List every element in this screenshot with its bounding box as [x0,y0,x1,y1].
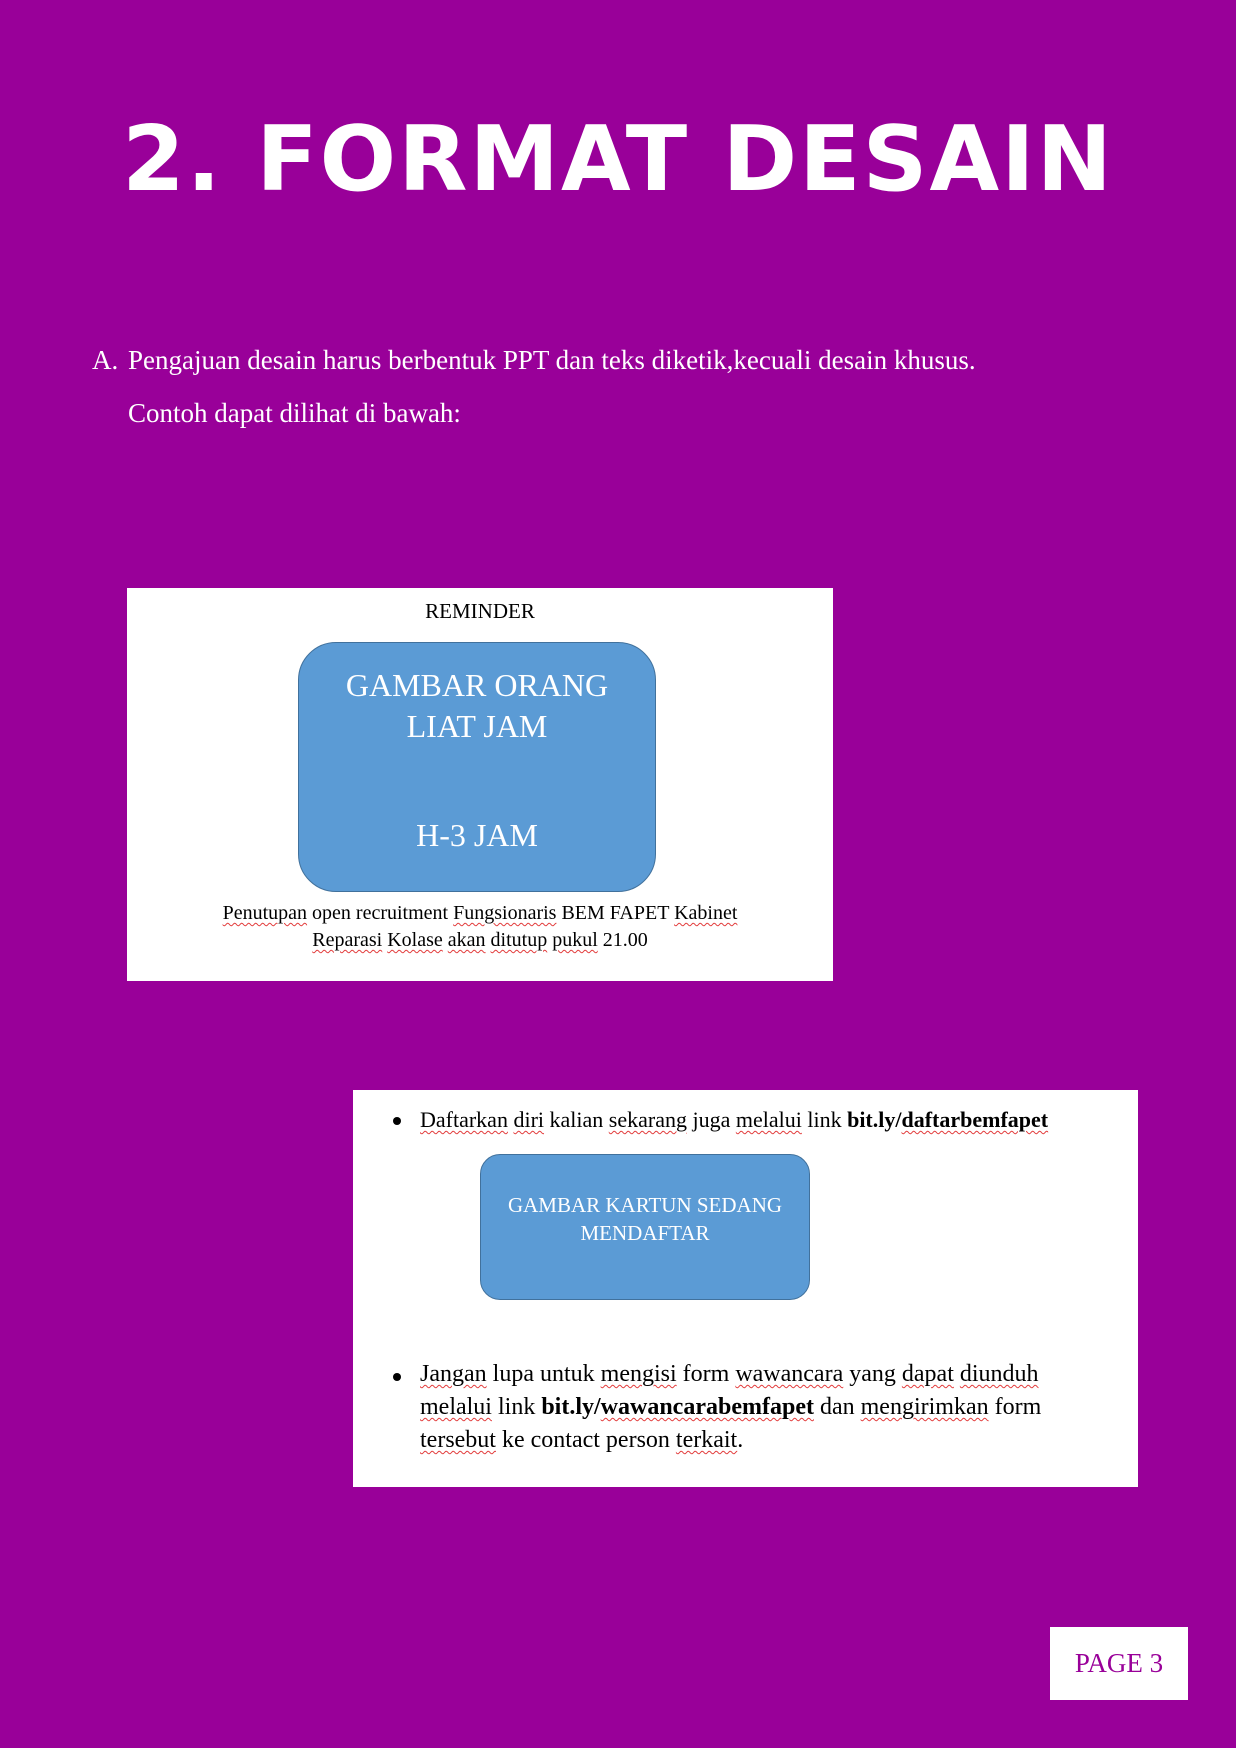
bullet-text: form [676,1361,736,1387]
bullet-word: wawancara [735,1361,844,1387]
bullet-text: link [801,1107,848,1132]
caption-word: Kabinet [674,902,738,924]
bullet-text: lupa untuk [486,1361,601,1387]
bullet-word: tersebut [420,1427,496,1453]
caption-text: 21.00 [597,929,648,951]
bullet-word: mengirimkan [860,1394,989,1420]
bullet-text: . [737,1427,744,1453]
image-placeholder-text: GAMBAR KARTUN SEDANG MENDAFTAR [507,1193,783,1245]
image-placeholder-box [480,1154,810,1300]
bullet-word: Daftarkan [420,1107,508,1132]
bullet-dot [393,1117,401,1125]
point-a-line-2: Contoh dapat dilihat di bawah: [128,398,461,428]
bullet-text: ke contact person [495,1427,676,1453]
image-placeholder-text: GAMBAR ORANG LIAT JAM [345,667,609,744]
caption-word: akan [447,929,486,951]
reminder-caption [167,900,793,954]
bullet-text: juga [686,1107,736,1132]
bullet-word: Jangan [420,1361,487,1387]
caption-word: pukul [552,929,598,951]
bullet-word: sekarang [608,1107,687,1132]
caption-word: Kolase [387,929,443,951]
bullet-word: melalui [735,1107,802,1132]
bullet-word: terkait [675,1427,738,1453]
bullet-word: diri [513,1107,545,1132]
interview-bullet-text [420,1358,1110,1457]
bullet-text: form [988,1394,1042,1420]
register-bullet-text [420,1106,1048,1134]
bullet-word: diunduh [959,1361,1039,1387]
interview-link: wawancarabemfapet [600,1394,814,1420]
bullet-dot [393,1373,401,1381]
example-reminder-slide [127,588,833,981]
caption-text: BEM FAPET [556,902,675,924]
page-number-badge: PAGE 3 [1050,1627,1188,1700]
register-link: daftarbemfapet [901,1107,1049,1132]
bullet-text: dan [813,1394,861,1420]
example-registration-slide [353,1090,1138,1487]
page-title: 2. FORMAT DESAIN [122,107,1114,212]
bullet-text: kalian [544,1107,609,1132]
bullet-word: mengisi [600,1361,677,1387]
bullet-text: yang [843,1361,902,1387]
caption-word: Reparasi [312,929,383,951]
caption-word: ditutup [490,929,548,951]
reminder-heading: REMINDER [425,599,535,623]
caption-text: open recruitment [307,902,454,924]
link-prefix: bit.ly/ [541,1394,601,1420]
countdown-text: H-3 JAM [416,817,538,853]
bullet-word: dapat [901,1361,954,1387]
link-prefix: bit.ly/ [847,1107,902,1132]
point-a-marker: A. [92,345,119,375]
image-placeholder-box [298,642,656,892]
caption-word: Penutupan [222,902,308,924]
bullet-word: melalui [420,1394,492,1420]
bullet-text: link [491,1394,542,1420]
caption-word: Fungsionaris [453,902,557,924]
point-a-line-1: Pengajuan desain harus berbentuk PPT dan teks diketik,kecuali desain khusus. [128,345,976,375]
